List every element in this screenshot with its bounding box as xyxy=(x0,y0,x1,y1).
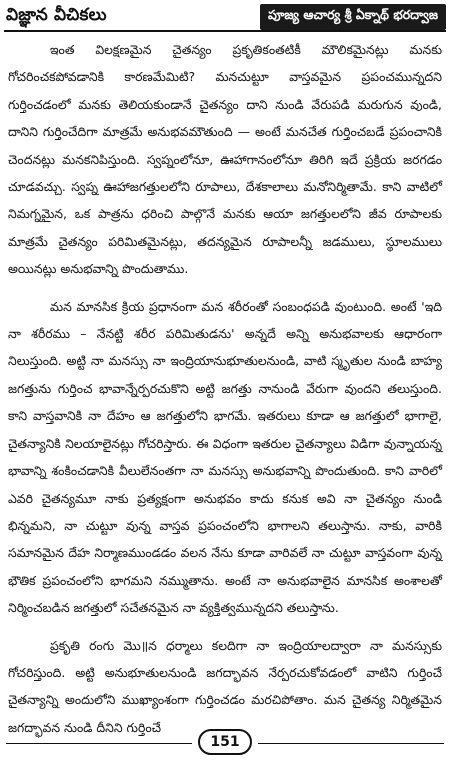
header-rule xyxy=(4,30,446,32)
book-title: విజ్ఞాన వీచికలు xyxy=(6,5,107,25)
footer-rule-right xyxy=(258,743,444,744)
body-text xyxy=(8,36,442,735)
paragraph-1: ఇంత విలక్షణమైన చైతన్యం ప్రకృతికంతటికీ మౌలికమైనట్లు మనకు గోచరించకపోవడానికి కారణమేమిటి? మనచుట్టూ వాస్తవమైన ప్రపంచమున్నదని గుర్తించడంలో మనకు తెలియకుండానే చైతన్యం దాని నుండి వేరుపడి మరుగున వుండి, దానిని గుర్తించేదిగా మాత్రమే అనుభవమౌతుంది — అంటే మనచేత గుర్తించబడే ప్రపంచానికి చెందనట్లు మనకనిపిస్తుంది. స్వప్నంలోనూ, ఊహాగానంలోనూ తిరిగి ఇదే ప్రక్రియ జరగడం చూడవచ్చు. స్వప్న ఊహాజగత్తులలోని రూపాలు, దేశకాలాలు మనోనిర్మితామే. కాని వాటిలో నిమగ్నమైన, ఒక పాత్రను ధరించి పాల్గొనే మనకు ఆయా జగత్తులలోని జీవ రూపాలకు మాత్రమే చైతన్యం పరిమితమైనట్లు, తదన్యమైన రూపాలన్నీ జడములు, స్థూలములు అయినట్లు అనుభవాన్ని పొందుతాము. xyxy=(8,42,442,277)
footer-rule-left xyxy=(6,743,192,744)
page-footer xyxy=(0,726,450,760)
author-name: పూజ్య ఆచార్య శ్రీ ఏక్నాథ్ భరద్వాజ xyxy=(260,4,446,30)
paragraph-3: ప్రకృతి రంగు మొ॥న ధర్మాలు కలదిగా నా ఇంద్రియాలద్వారా నా మనస్సుకు గోచరిస్తుంది. అట్టి అనుభూతులనుండి జగద్భావన నేర్పరచుకోవడంలో వాటిని గుర్తించే చైతన్యాన్ని అందులోని ముఖ్యాంశంగా గుర్తించడం మరచిపోతాం. మన చైతన్య నిర్మితమైన జగద్భావన నుండి దీనిని గుర్తించే xyxy=(8,637,442,735)
page-header xyxy=(0,0,450,40)
paragraph-2: మన మానసిక క్రియ ప్రధానంగా మన శరీరంతో సంబంధపడి వుంటుంది. అంటే 'ఇది నా శరీరము – నేనట్టి శరీర పరిమితుడను' అన్నదే అన్ని అనుభవాలకు ఆధారంగా నిలుస్తుంది. అట్టి నా మనస్సు నా ఇంద్రియానుభూతులనుండి, వాటి స్మృతుల నుండి బాహ్య జగత్తును గుర్తించ భావాన్నేర్పరచుకొని అట్టి జగత్తు నానుండి వేరుగా వుందని తలుస్తుంది. కాని వాస్తవానికి నా దేహం ఆ జగత్తులోని భాగమే. ఇతరులు కూడా ఆ జగత్తులో భాగాలై, చైతన్యానికి నిలయాలైనట్లు గోచరిస్తారు. ఈ విధంగా ఇతరుల చైతన్యాలు విడిగా వున్నాయన్న భావాన్ని శంకించడానికి వీలులేనంతగా నా మనస్సు అనుభవాన్ని పొందుతుంది. కాని వారిలో ఎవరి చైతన్యమూ నాకు ప్రత్యక్షంగా అనుభవం కాదు కనుక అవి నా చైతన్యం నుండి భిన్నమని, నా చుట్టూ వున్న వాస్తవ ప్రపంచంలోని భాగాలని తలుస్తాను. నాకు, వారికి సమానమైన దేహ నిర్మాణముండడం వలన నేను కూడా వారివలే నా చుట్టూ వాస్తవంగా వున్న భౌతిక ప్రపంచంలోని భాగమని నమ్ముతాను. అంటే నా అనుభవాలైన మానసిక అంశాలతో నిర్మించబడిన జగత్తులో సచేతనమైన నా వ్యక్తిత్వమున్నదని తలుస్తాను. xyxy=(8,298,442,616)
page-number: 151 xyxy=(198,729,252,755)
